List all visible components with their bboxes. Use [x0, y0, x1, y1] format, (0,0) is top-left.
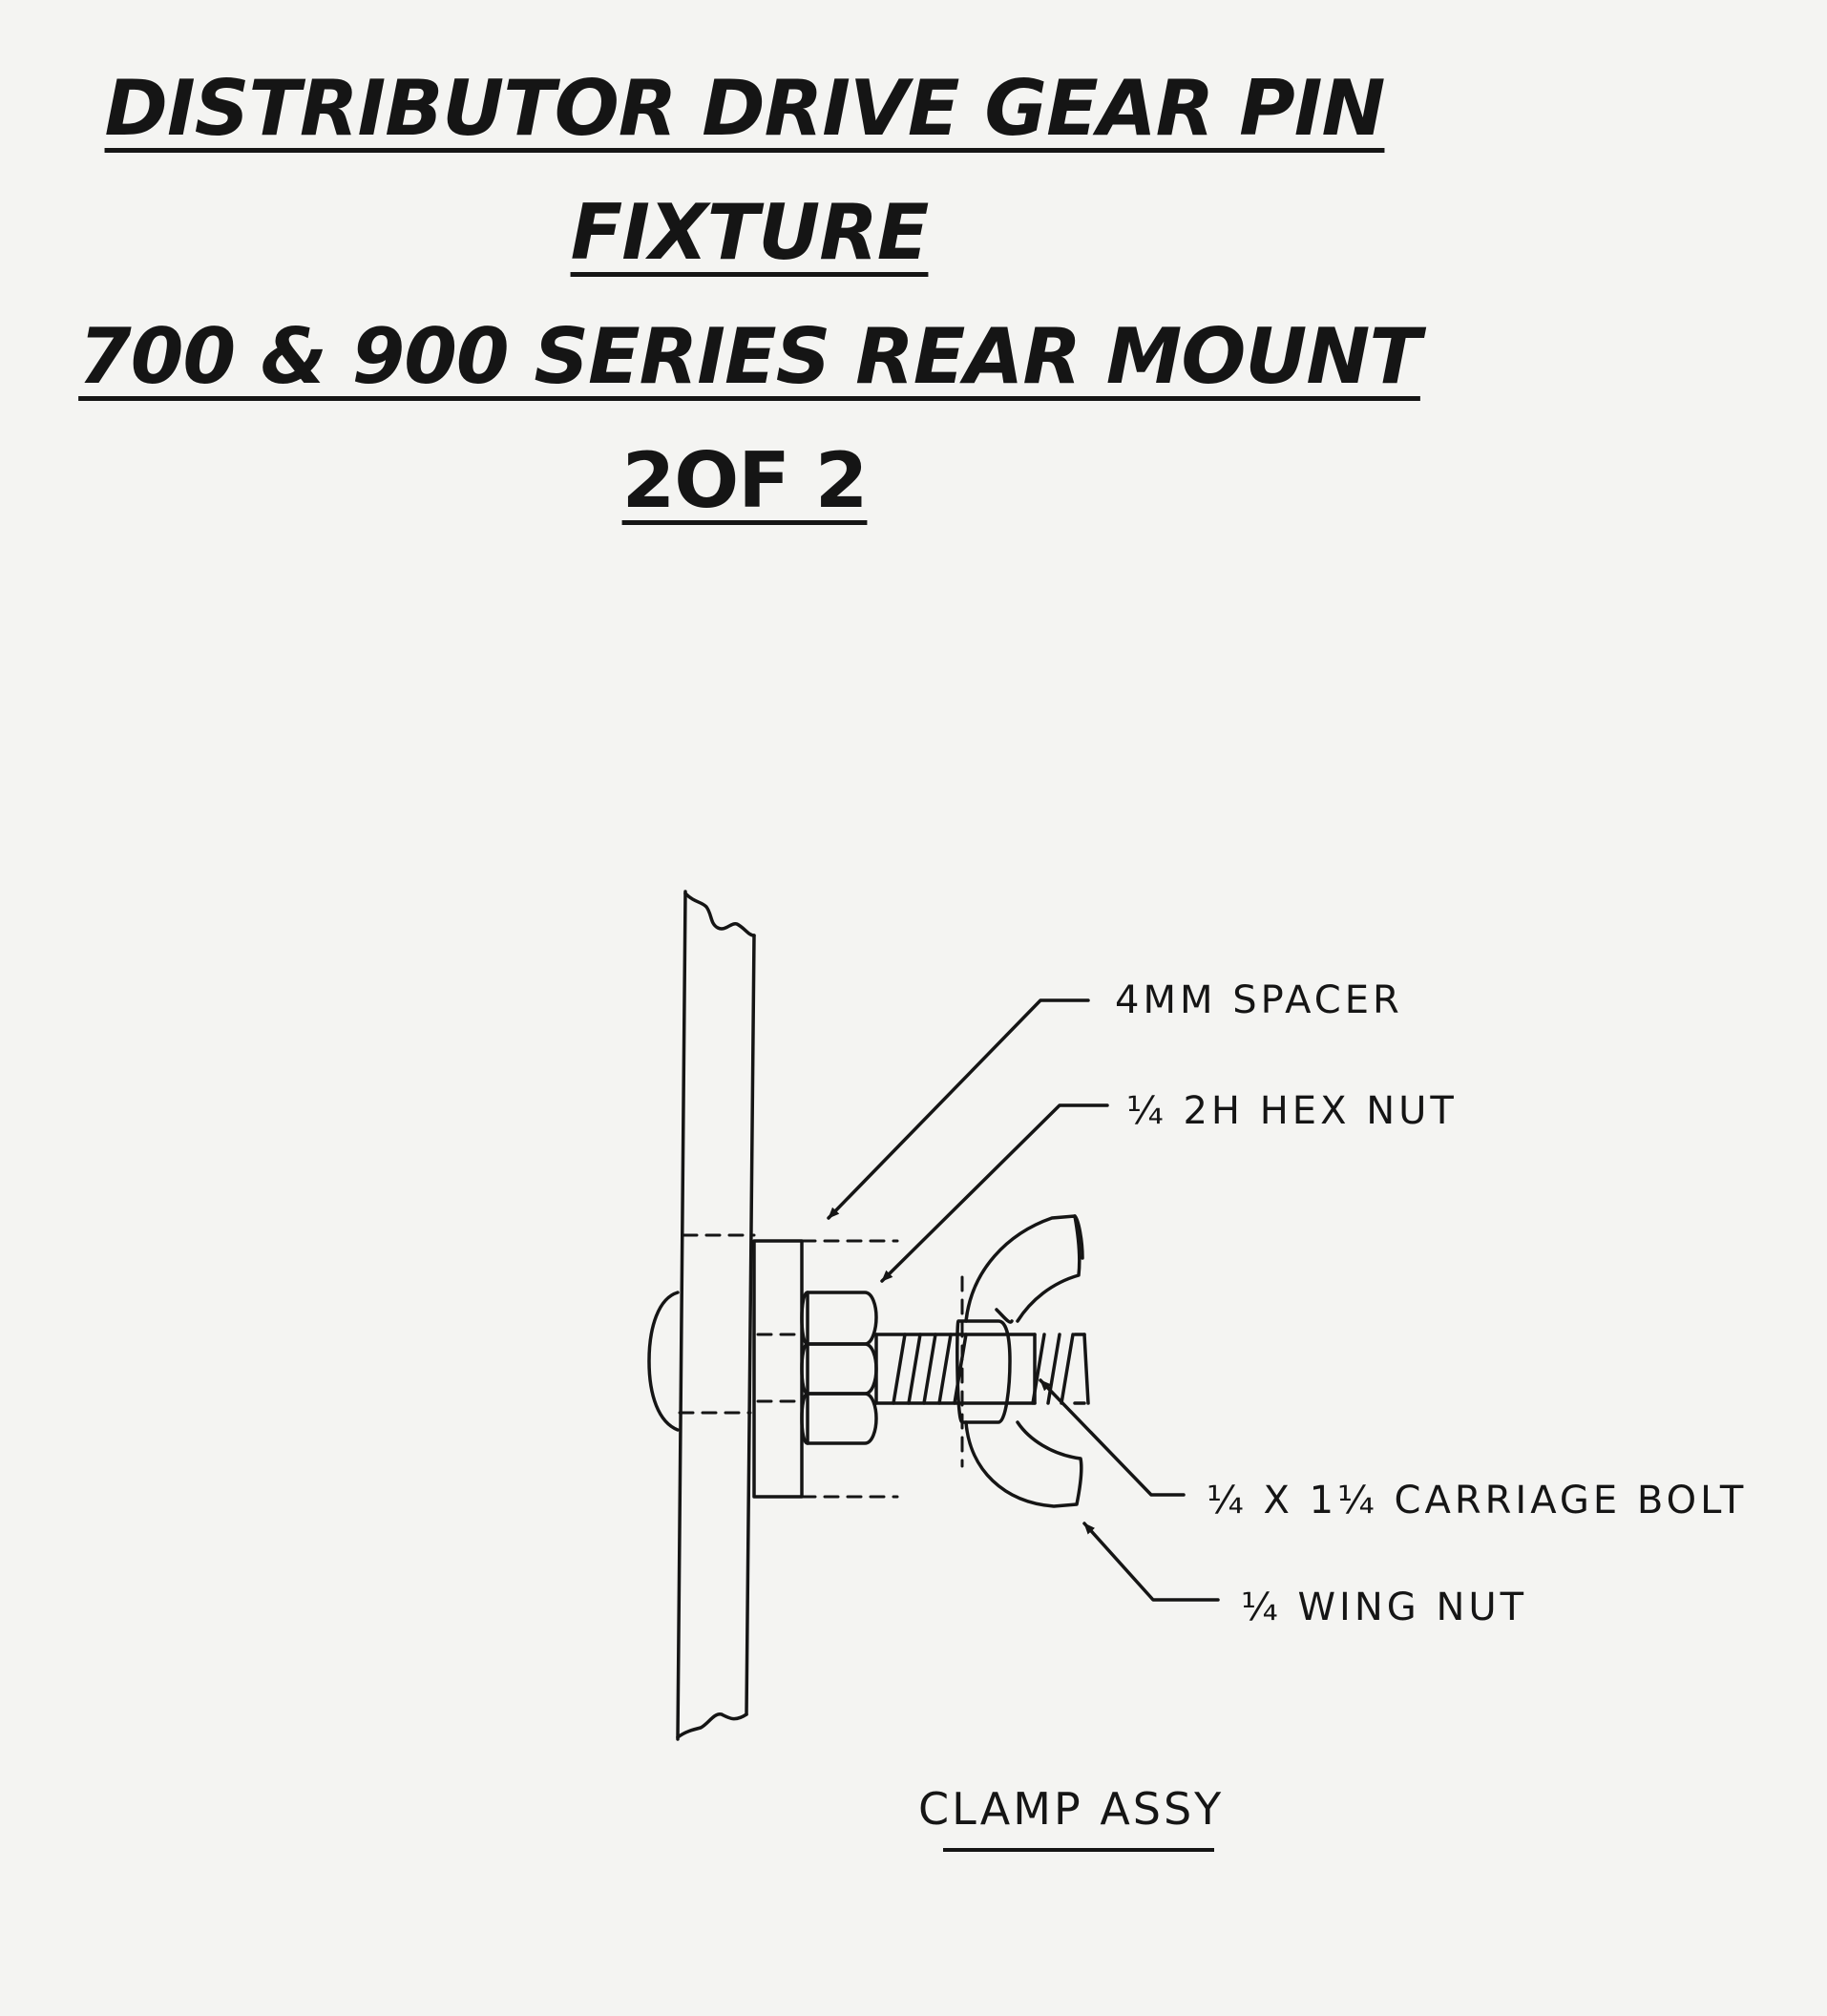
hex-nut	[802, 1292, 876, 1443]
carriage-bolt-shank	[876, 1334, 1088, 1403]
callout-hex-nut: ¼ 2H HEX NUT	[1126, 1089, 1458, 1133]
callout-4mm-spacer: 4MM SPACER	[1115, 978, 1403, 1022]
fixture-plate	[678, 892, 754, 1739]
title-line-1: DISTRIBUTOR DRIVE GEAR PIN	[104, 64, 1385, 153]
title-line-3: 700 & 900 SERIES REAR MOUNT	[78, 312, 1420, 401]
hidden-lines	[680, 1235, 962, 1497]
sheet-number: 2OF 2	[621, 436, 868, 525]
caption-underline	[943, 1848, 1214, 1852]
carriage-bolt-head	[649, 1292, 678, 1430]
title-line-2: FIXTURE	[570, 188, 929, 277]
callout-wing-nut: ¼ WING NUT	[1241, 1586, 1528, 1629]
callout-carriage-bolt: ¼ X 1¼ CARRIAGE BOLT	[1207, 1479, 1748, 1522]
drawing-caption: CLAMP ASSY	[918, 1783, 1225, 1835]
4mm-spacer	[754, 1241, 802, 1497]
wing-nut	[957, 1216, 1082, 1506]
